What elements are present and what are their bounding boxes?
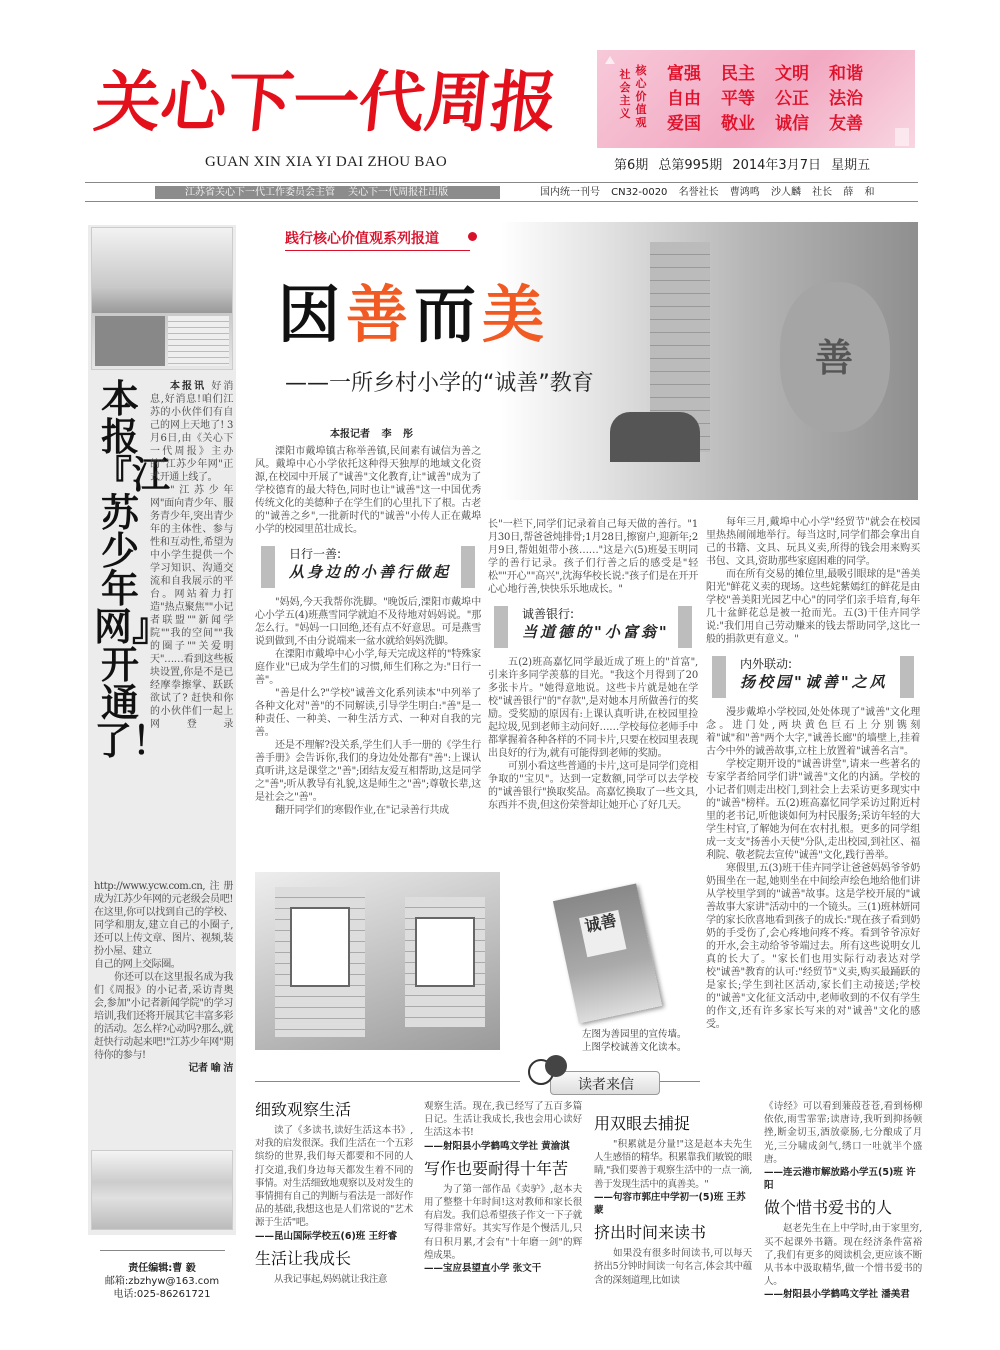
- editor-name: 责任编辑:曹 毅: [128, 1263, 196, 1274]
- core-value: 敬业: [721, 114, 755, 134]
- banner-label-socialism: 社会主义: [619, 68, 631, 120]
- headline-char: 善: [346, 278, 415, 351]
- reporter-signature: 记者 喻 洁: [188, 1063, 233, 1074]
- reading-kids-icon-2: [545, 1055, 567, 1077]
- letter-body: 观察生活。现在,我已经写了五百多篇日记。生活让我成长,我也会用心读好生活这本书!: [424, 1101, 582, 1139]
- paragraph: 好消息,好消息!咱们江苏的小伙伴们有自己的网上天地了! 3月6日,由《关心下一代周报》主办的"江苏少年网"正式开通上线了。: [150, 381, 234, 483]
- article-column-3: [706, 516, 920, 1031]
- core-value: 文明: [775, 64, 809, 84]
- readers-letters-banner: [520, 1065, 660, 1097]
- headline-char: 美: [482, 278, 551, 351]
- article-column-1: [255, 445, 481, 817]
- letter-title: 用双眼去捕捉: [594, 1114, 691, 1133]
- letter-body: 从我记事起,妈妈就让我注意: [274, 1273, 388, 1285]
- divider: [660, 1081, 700, 1082]
- subheading-label: 内外联动:: [740, 657, 793, 671]
- letter-body: 《诗经》可以看到蒹葭苍苍,看到杨柳依依,雨雪霏霏;读唐诗,我听到抑扬顿挫,断金切玉,酒放豪肠,七分酿成了月光,三分啸成剑气,绣口一吐就半个盛唐。: [764, 1101, 922, 1165]
- paragraph: 你还可以在这里报名成为我们《周报》的小记者,采访青奥会,参加"小记者新闻学院"的学习培训,我们还将开展其它丰富多彩的活动。怎么样?心动吗?那么,就赶快行动起来吧!"江苏少年网"期待你的参与!: [94, 972, 233, 1061]
- letter-column-1: [255, 1098, 413, 1286]
- core-value: 友善: [829, 114, 863, 134]
- paragraph: "江苏少年网"面向青少年、服务青少年,突出青少年的主体性、参与性和互动性,希望为中小学生提供一个学习知识、沟通交流和自我展示的平台。网站着力打造"热点聚焦""小记者联盟""新闻学院""我的空间""我的圈子""关爱明天"……看到这些板块设置,你是不是已经摩拳擦掌、跃跃欲试了? 赶快和你的小伙伴们一起上网登录 http://www.ycw.com.cn,注册成为江苏少年网的元老级会员吧!在这里,你可以找到自己的学校、同学和朋友,建立自己的小圈子,还可以上传文章、图片、视频,装扮小屋、建立: [94, 485, 233, 957]
- paragraph: 还是不理解?没关系,学生们人手一册的《学生行善手册》会告诉你,我们的身边处处都有"善":上课认真听讲,这是课堂之"善";团结友爱互相帮助,这是同学之"善";听从教导有礼貌,这是师生之"善";尊敬长辈,这是社会之"善"。: [255, 740, 481, 803]
- masthead-pinyin: GUAN XIN XIA YI DAI ZHOU BAO: [205, 154, 447, 170]
- paragraph: 在溧阳市戴埠中心小学,每天完成这样的"特殊家庭作业"已成为学生们的习惯,师生们称之为:"日行一善"。: [255, 649, 481, 686]
- subheading-box-2: [494, 606, 692, 648]
- letter-title: 生活让我成长: [255, 1248, 352, 1268]
- paragraph: 寒假里,五(3)班干佳卉同学让爸爸妈妈爷爷奶奶围坐在一起,她则坐在中间绘声绘色地给他们讲从学校里学到的"诚善"故事。这是学校开展的"诚善故事大家讲"活动中的一个镜头。三(1)班林妍同学的家长欣喜地看到孩子的成长:"现在孩子看到奶奶的手受伤了,会心疼地问疼不疼。看到爷爷凉好的开水,会主动给爷爷端过去。所有这些说明女儿真的长大了。"家长们也用实际行动表达对学校"诚善"教育的认可:"经贸节"义卖,购买最踊跃的是家长;学生到社区活动,家长们主动接送;学校的"诚善"文化征文活动中,老师收到的不仅有学生的作文,还有许多家长写来的对"诚善"文化的感受。: [706, 863, 920, 1030]
- newspaper-masthead: 关心下一代周报: [90, 63, 562, 141]
- subheading-title: 当道德的"小富翁": [522, 623, 670, 641]
- paragraph: 而在所有交易的摊位里,最吸引眼球的是"善美阳光"鲜花义卖的现场。这些姹紫嫣红的鲜花是由学校"善美阳光园艺中心"的同学们亲手培育,每年几十盆鲜花总是被一抢而光。五(3)干佳卉同学说:"我们用自己劳动赚来的钱去帮助同学,这比一般的捐款更有意义。": [706, 569, 920, 645]
- website-screenshot-image-2: [91, 1150, 233, 1230]
- core-value: 公正: [775, 89, 809, 109]
- letter-author: ——句容市郭庄中学初一(5)班 王苏蒙: [594, 1191, 746, 1217]
- star-icon: [605, 56, 615, 64]
- banner-label-core-values: 核心价值观: [635, 64, 647, 129]
- website-screenshot-image: [91, 227, 233, 370]
- paragraph: 翻开同学们的寒假作业,在"记录善行共成: [275, 805, 449, 816]
- paragraph: 可别小看这些普通的卡片,这可是同学们竞相争取的"宝贝"。达到一定数额,同学可以去学校的"诚善银行"换取奖品。高嘉忆换取了一些文具,东西并不贵,但这份荣誉却让她开心了好几天。: [488, 761, 698, 811]
- paragraph: 长"一栏下,同学们记录着自己每天做的善行。"1月30日,帮爸爸炖排骨;1月28日,擦窗户,迎新年;2月9日,帮姐姐带小孩……"这是六(5)班晏玉明同学的善行记录。孩子们行善之后的感受是"轻松""开心""高兴",沈海华校长说:"孩子们是在开开心心地行善,快快乐乐地成长。": [488, 519, 698, 595]
- subheading-box-1: [261, 546, 475, 588]
- letter-body: 读了《多读书,读好生活这本书》,对我的启发很深。我们生活在一个五彩缤纷的世界,我们每天都要和不同的人打交道,我们身边每天都发生着不同的事情。对生活细致地观察以及对发生的事情拥有自己的判断与看法是一部好作品的基础,我想这也是人们常说的"艺术源于生活"吧。: [255, 1125, 413, 1229]
- paragraph: 漫步戴埠小学校园,处处体现了"诚善"文化理念。进门处,两块黄色巨石上分别镌刻着"诚"和"善"两个大字,"诚善长廊"的墙壁上,挂着古今中外的诚善故事,立柱上放置着"诚善名言"。: [706, 707, 920, 757]
- core-value: 爱国: [667, 114, 701, 134]
- publisher-bar: 江苏省关心下一代工作委员会主管 关心下一代周报社出版: [155, 186, 500, 199]
- caption-line: 上图学校诚善文化读本。: [582, 1042, 687, 1053]
- core-value: 法治: [829, 89, 863, 109]
- core-value: 富强: [667, 64, 701, 84]
- paragraph: "妈妈,今天我帮你洗脚。"晚饭后,溧阳市戴埠中心小学五(4)班燕雪同学就迫不及待地对妈妈说。"那怎么行。"妈妈一口回绝,还有点不好意思。可是燕雪说到做到,不由分说端来一盆水就给妈妈洗脚。: [255, 597, 481, 647]
- subheading-label: 日行一善:: [289, 547, 342, 561]
- kicker-dot: [468, 232, 477, 241]
- propaganda-wall-photo: [255, 872, 500, 1050]
- publication-info: 国内统一刊号 CN32-0020 名誉社长 曹鸿鸣 沙人麟 社长 薛 和: [540, 187, 875, 198]
- headline-char: 因: [278, 278, 347, 351]
- school-gate-photo: [500, 222, 918, 500]
- letter-column-4: [764, 1100, 922, 1302]
- paragraph: 五(2)班高嘉忆同学最近成了班上的"首富",引来许多同学羡慕的目光。"我这个月得到了20多张卡片。"她得意地说。这些卡片就是她在学校"诚善银行"的"存款",是对她本月所做善行的奖励。受奖励的原因有:上课认真听讲,在校园里捡起垃圾,见到老师主动问好……学校每位老师手中都掌握着各种各样的不同卡片,只要在校园里表现出良好的行为,就有可能得到老师的奖励。: [488, 657, 698, 759]
- editor-email: 邮箱:zbzhyw@163.com: [104, 1276, 220, 1287]
- divider: [255, 1081, 520, 1082]
- letter-title: 细致观察生活: [255, 1100, 352, 1119]
- paragraph: 学校定期开设的"诚善讲堂",请来一些著名的专家学者给同学们讲"诚善"文化的内涵。学校的小记者们则走出校门,到社会上去采访更多现实中的"诚善"榜样。五(2)班高嘉忆同学采访过附近村里的老书记,听他谈如何为村民服务;采访年轻的大学生村官,了解她为何在农村扎根。更多的同学组成一支支"扬善小天使"分队,走出校园,到社区、福利院、敬老院去宣传"诚善"文化,践行善举。: [706, 759, 920, 861]
- core-values-grid: [667, 64, 883, 135]
- letter-column-3: [594, 1112, 752, 1287]
- readers-letters-title: 读者来信: [578, 1077, 634, 1093]
- editor-phone: 电话:025-86261721: [113, 1289, 211, 1300]
- letter-body: 如果没有很多时间读书,可以每天挤出5分钟时间读一句名言,体会其中蕴含的深刻道理,比如读: [594, 1248, 752, 1286]
- photo-caption: [582, 1028, 687, 1054]
- subheading-box-3: [712, 656, 914, 698]
- sidebar-article: [94, 377, 234, 1075]
- letter-title: 写作也要耐得十年苦: [424, 1158, 569, 1178]
- letter-body: 为了第一部作品《卖驴》,赵本夫用了整整十年时间!这对教师和家长很有启发。我们总希望孩子作文一下子就写得非常好。其实写作是个慢活儿,只有日积月累,才会有"十年磨一剑"的辉煌成果。: [424, 1183, 582, 1261]
- letter-title: 挤出时间来读书: [594, 1223, 707, 1243]
- letter-title: 做个惜书爱书的人: [764, 1198, 893, 1218]
- core-value: 平等: [721, 89, 755, 109]
- letter-author: ——宝应县望直小学 张文干: [424, 1263, 542, 1275]
- paragraph: 自己的网上交际圈。: [94, 959, 181, 970]
- letter-author: ——连云港市解放路小学五(5)班 许 阳: [764, 1167, 916, 1192]
- core-value: 和谐: [829, 64, 863, 84]
- core-values-banner: [597, 50, 915, 148]
- subheading-title: 从身边的小善行做起: [289, 563, 452, 581]
- stone-character: 善: [815, 335, 854, 380]
- article-headline: [278, 280, 550, 350]
- caption-line: 左图为善园里的宣传墙。: [582, 1029, 687, 1040]
- monument-image: [895, 128, 909, 146]
- divider: [85, 201, 918, 202]
- sidebar-headline: 本报『江苏少年网』开通了！: [94, 377, 171, 763]
- divider: [100, 1250, 225, 1251]
- article-subtitle: ——一所乡村小学的“诚善”教育: [285, 371, 594, 396]
- letter-body: 赵老先生在上中学时,由于家里穷,买不起课外书籍。现在经济条件富裕了,我们有更多的阅读机会,更应该不断从书本中汲取精华,做一个惜书爱书的人。: [764, 1223, 922, 1288]
- letter-author: ——射阳县小学鹤鸣文学社 黄渝淇: [424, 1140, 570, 1152]
- core-value: 自由: [667, 89, 701, 109]
- core-value: 民主: [721, 64, 755, 84]
- letter-body: "积累就是分量!"这是赵本夫先生人生感悟的精华。积累靠我们敏锐的眼睛,"我们要善于观察生活中的一点一滴,善于发现生活中的真善美。": [594, 1139, 752, 1190]
- divider: [85, 182, 918, 183]
- dateline: 本报讯: [170, 381, 207, 392]
- subheading-title: 扬校园"诚善"之风: [740, 673, 888, 691]
- subheading-label: 诚善银行:: [522, 607, 575, 621]
- letter-author: ——射阳县小学鹤鸣文学社 潘美君: [764, 1289, 910, 1301]
- series-kicker: 践行核心价值观系列报道: [285, 228, 470, 251]
- intro-paragraph: 溧阳市戴埠镇古称举善镇,民间素有诚信为善之风。戴埠中心小学依托这种得天独厚的地域文化资源,在校园中开展了"诚善"文化教育,让"诚善"成为了学校德育的最大特色,同时也让"诚善"这一中国优秀传统文化的美德种子在学生们的心里扎下了根。古老的"诚善之乡",一批新时代的"诚善"小传人正在戴埠小学的校园里茁壮成长。: [255, 446, 481, 535]
- editor-info: [88, 1262, 236, 1301]
- book-title: 诚善: [579, 910, 626, 957]
- issue-info: 第6期 总第995期 2014年3月7日 星期五: [614, 158, 871, 173]
- headline-char: 而: [414, 278, 483, 351]
- article-column-2: [488, 518, 698, 812]
- core-value: 诚信: [775, 114, 809, 134]
- paragraph: 每年三月,戴埠中心小学"经贸节"就会在校园里热热闹闹地举行。每当这时,同学们都会拿出自己的书籍、文具、玩具义卖,所得的钱会用来购买书包、文具,资助那些家庭困难的同学。: [706, 517, 920, 567]
- letter-author: ——昆山国际学校五(6)班 王纡睿: [255, 1230, 398, 1242]
- byline: 本报记者 李 彤: [330, 429, 413, 440]
- paragraph: "善是什么?"学校"诚善文化系列读本"中列举了各种文化对"善"的不同解读,引导学生明白:"善"是一种责任、一种美、一种生活方式、一种对自我的完善。: [255, 688, 481, 738]
- reader-book-photo: [540, 885, 690, 1025]
- letter-column-2: [424, 1100, 582, 1275]
